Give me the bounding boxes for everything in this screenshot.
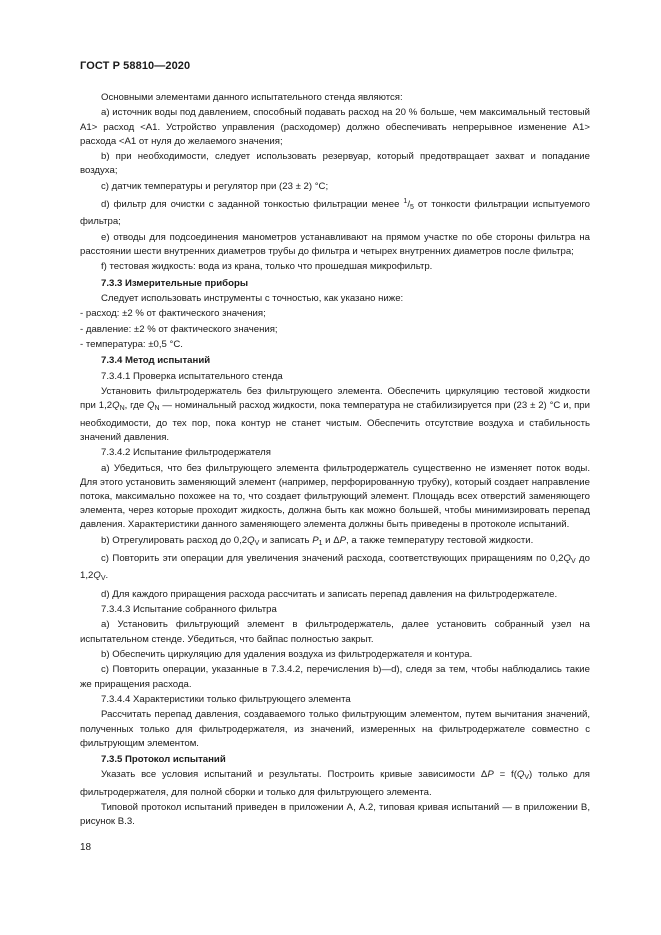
section-7-3-5-heading: 7.3.5 Протокол испытаний [101, 754, 226, 766]
subsection-7-3-4-4-title: 7.3.4.4 Характеристики только фильтрующего элемента [101, 694, 351, 706]
fraction-denominator: 5 [410, 204, 414, 212]
subsection-7-3-4-3-b: b) Обеспечить циркуляцию для удаления воздуха из фильтродержателя и контура. [101, 649, 473, 661]
document-body [80, 91, 590, 831]
list-item-a: а) источник воды под давлением, способный подавать расход на 20 % больше, чем максимальный тестовый А1> расход <А1. Устройство управления (расходомер) должно обеспечивать непрерывное изменение А1> расхода <А1 от нуля до желаемого значения; [80, 107, 590, 147]
subsection-7-3-4-2-b: b) Отрегулировать расход до $0,2Q_V$ и записать $P_1$ и ΔP, а также температуру тестовой жидкости. [101, 534, 534, 547]
section-7-3-3-intro: Следует использовать инструменты с точностью, как указано ниже: [101, 292, 404, 304]
accuracy-item: - температура: ±0,5 °С. [80, 339, 183, 351]
subsection-7-3-4-3-a: а) Установить фильтрующий элемент в фильтродержатель, далее установить собранный узел на испытательном стенде. Убедиться, что байпас полностью закрыт. [80, 619, 590, 645]
accuracy-item: - расход: ±2 % от фактического значения; [80, 308, 266, 320]
section-7-3-4-heading: 7.3.4 Метод испытаний [101, 355, 211, 367]
intro-paragraph: Основными элементами данного испытательного стенда являются: [101, 92, 403, 103]
accuracy-item: - давление: ±2 % от фактического значения; [80, 323, 278, 335]
section-7-3-5-text-2: Типовой протокол испытаний приведен в приложении А, А.2, типовая кривая испытаний — в приложении В, рисунок В.3. [80, 802, 590, 828]
list-item-e: е) отводы для подсоединения манометров устанавливают на прямом участке по обе стороны фильтра на расстоянии шести внутренних диаметров трубы до фильтра и четырех внутренних диаметров после фильтра; [80, 231, 590, 257]
subsection-7-3-4-2-a: а) Убедиться, что без фильтрующего элемента фильтродержатель существенно не изменяет поток воды. Для этого установить заменяющий элемент (например, перфорированную трубку), который создает направление потока, максимально похожее на то, что создает фильтрующий элемент. Площадь всех отверстий заменяющего элемента, через которые проходит жидкость, должна быть как можно большей, чтобы минимизировать перепад давления. Характеристики данного заменяющего элемента должны быть приведены в протоколе испытаний. [80, 462, 590, 531]
item-d-text-end: от тонкости фильтрации испытуемого фильтра; [80, 199, 590, 228]
subsection-7-3-4-2-d: d) Для каждого приращения расхода рассчитать и записать перепад давления на фильтродержателе. [101, 588, 558, 600]
subsection-7-3-4-2-title: 7.3.4.2 Испытание фильтродержателя [101, 447, 271, 459]
page-number: 18 [80, 842, 92, 853]
list-item-c: с) датчик температуры и регулятор при (23 ± 2) °С; [101, 180, 329, 192]
standard-header: ГОСТ Р 58810—2020 [80, 60, 191, 72]
list-item-b: b) при необходимости, следует использовать резервуар, который предотвращает захват и попадание воздуха; [80, 151, 590, 177]
subsection-7-3-4-3-title: 7.3.4.3 Испытание собранного фильтра [101, 604, 277, 616]
item-d-text: d) фильтр для очистки с заданной тонкостью фильтрации менее [101, 199, 404, 211]
fraction-numerator: 1 [403, 198, 408, 206]
section-7-3-5-text-1: Указать все условия испытаний и результаты. Построить кривые зависимости $\Delta P = f(Q_V)$ только для фильтродержателя, для полной сборки и только для фильтрующего элемента. [80, 769, 590, 798]
subsection-7-3-4-4-text: Рассчитать перепад давления, создаваемого только фильтрующим элементом, путем вычитания значений, полученных только для фильтродержателя, из значений, измеренных на фильтродержателе совместно с фильтрующим элементом. [80, 709, 590, 749]
subsection-7-3-4-3-c: с) Повторить операции, указанные в 7.3.4.2, перечисления b)—d), следя за тем, чтобы наблюдались такие же приращения расхода. [80, 664, 590, 690]
subsection-7-3-4-2-c: с) Повторить эти операции для увеличения значений расхода, соответствующих приращениям по $0,2Q_V$ до $1,2Q_V$. [80, 553, 590, 583]
subsection-7-3-4-1-title: 7.3.4.1 Проверка испытательного стенда [101, 370, 283, 382]
list-item-f: f) тестовая жидкость: вода из крана, только что прошедшая микрофильтр. [101, 261, 433, 273]
section-7-3-3-heading: 7.3.3 Измерительные приборы [101, 277, 249, 289]
list-item-d: d) фильтр для очистки с заданной тонкостью фильтрации менее $^1/_5$ от тонкости фильтрации испытуемого фильтра; [80, 198, 590, 228]
subsection-7-3-4-1-text: Установить фильтродержатель без фильтрующего элемента. Обеспечить циркуляцию тестовой жидкости при $1,2Q_N$, где $Q_N$ — номинальный расход жидкости, пока температура не стабилизируется при (23 ± 2) °С и, при необходимости, до тех пор, пока контур не станет чистым. Обеспечить отсутствие воздуха и стабильность значений давления. [80, 386, 590, 443]
